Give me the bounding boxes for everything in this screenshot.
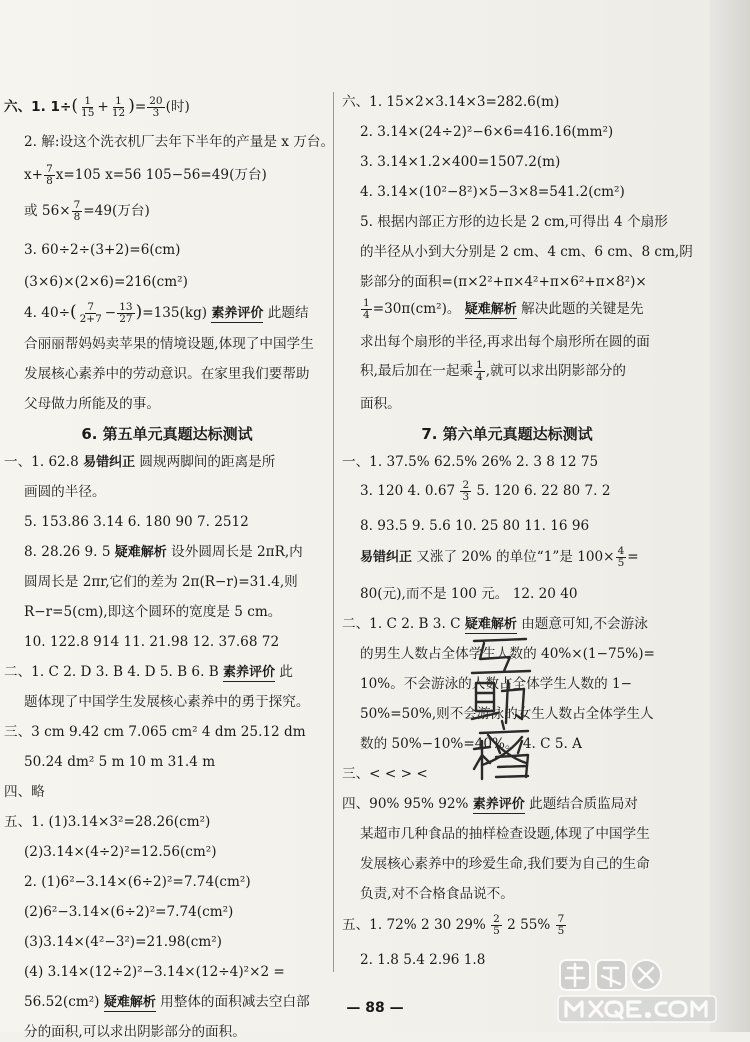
answer-line: 发展核心素养中的珍爱生命,我们要为自己的生命 xyxy=(360,856,650,872)
answer-line: 一、1. 62.8 易错纠正 圆规两脚间的距离是所 xyxy=(4,454,276,470)
answer-line: 五、1. 72% 2 30 29% $\frac{2}{5}$ 2 55% $\frac{7}{5}$ xyxy=(342,913,565,937)
handwritten-stamp xyxy=(466,633,542,781)
answer-line: 2. 3.14×(24÷2)²−6×6=416.16(mm²) xyxy=(360,124,614,140)
answer-line: 2. 1.8 5.4 2.96 1.8 xyxy=(360,952,486,968)
tag-literacy-evaluation: 素养评价 xyxy=(211,306,264,321)
answer-line: 56.52(cm²) 疑难解析 用整体的面积减去空白部 xyxy=(24,994,310,1010)
answer-line: 3. 120 4. 0.67 $\frac{2}{3}$ 5. 120 6. 22 80 7. 2 xyxy=(360,479,611,503)
answer-line: 50%=50%,则不会游泳的女生人数占全体学生人 xyxy=(360,706,654,722)
answer-line: 面积。 xyxy=(360,396,401,412)
answer-line: 六、1. 1÷( $\frac{1}{15}$ + $\frac{1}{12}$ )= $\frac{20}{3}$ (时) xyxy=(4,95,190,119)
answer-line: 8. 93.5 9. 5.6 10. 25 80 11. 16 96 xyxy=(360,518,590,534)
column-divider xyxy=(333,92,334,972)
answer-line: (2)6²−3.14×(6÷2)²=7.74(cm²) xyxy=(24,904,234,920)
answer-line: 负责,对不合格食品说不。 xyxy=(360,886,514,902)
answer-line: 4. 3.14×(10²−8²)×5−3×8=541.2(cm²) xyxy=(360,184,625,200)
answer-line: 10. 122.8 914 11. 21.98 12. 37.68 72 xyxy=(24,634,280,650)
answer-line: 10%。不会游泳的人数占全体学生人数的 1− xyxy=(360,676,633,692)
answer-line: 80(元),而不是 100 元。 12. 20 40 xyxy=(360,586,578,602)
tag-error-correction: 易错纠正 xyxy=(83,455,136,470)
tag-difficulty-analysis: 疑难解析 xyxy=(114,545,167,560)
answer-line: 积,最后加在一起乘 $\frac{1}{4}$ ,就可以求出阴影部分的 xyxy=(360,359,627,383)
answer-line: 四、略 xyxy=(4,784,45,800)
answer-line: 三、3 cm 9.42 cm 7.065 cm² 4 dm 25.12 dm xyxy=(4,724,306,740)
answer-line: (3×6)×(2×6)=216(cm²) xyxy=(24,274,188,290)
answer-line: 5. 153.86 3.14 6. 180 90 7. 2512 xyxy=(24,514,249,530)
answer-line: 画圆的半径。 xyxy=(24,484,106,500)
fraction: $\frac{4}{5}$ xyxy=(617,545,625,569)
answer-line: 三、< < > < xyxy=(342,766,428,782)
page-number: — 88 — xyxy=(346,1000,404,1016)
answer-line: 发展核心素养中的劳动意识。在家里我们要帮助 xyxy=(24,366,310,382)
tag-difficulty-analysis: 疑难解析 xyxy=(464,617,517,632)
tag-difficulty-analysis: 疑难解析 xyxy=(464,302,517,317)
fraction: $\frac{20}{3}$ xyxy=(149,95,163,119)
fraction: $\frac{1}{4}$ xyxy=(476,359,483,383)
answer-line: 4. 40÷( $\frac{7}{2+7}$ − $\frac{13}{27}$ )=135(kg) 素养评价 此题结 xyxy=(24,301,309,325)
answer-line: 数的 50%−10%=40%。 4. C 5. A xyxy=(360,736,582,752)
tag-literacy-evaluation: 素养评价 xyxy=(223,665,276,680)
answer-line: 的半径从小到大分别是 2 cm、4 cm、6 cm、8 cm,阴 xyxy=(360,244,693,260)
answer-line: 二、1. C 2. B 3. C 疑难解析 由题意可知,不会游泳 xyxy=(342,616,648,632)
fraction: $\frac{7}{2+7}$ xyxy=(79,301,102,325)
answer-line: (4) 3.14×(12÷2)²−3.14×(12÷4)²×2 = xyxy=(24,964,285,980)
answer-line: R−r=5(cm),即这个圆环的宽度是 5 cm。 xyxy=(24,604,282,620)
answer-line: 二、1. C 2. D 3. B 4. D 5. B 6. B 素养评价 此 xyxy=(4,664,293,680)
fraction: $\frac{7}{8}$ xyxy=(46,163,53,187)
answer-line: (2)3.14×(4÷2)²=12.56(cm²) xyxy=(24,844,217,860)
answer-line: 3. 60÷2÷(3+2)=6(cm) xyxy=(24,242,181,258)
answer-line: 50.24 dm² 5 m 10 m 31.4 m xyxy=(24,754,216,770)
fraction: $\frac{13}{27}$ xyxy=(119,301,133,325)
fraction: $\frac{1}{4}$ xyxy=(363,297,370,321)
fraction: $\frac{7}{8}$ xyxy=(73,199,81,223)
book-spine-shadow xyxy=(710,0,750,1032)
section-heading-unit6: 7. 第六单元真题达标测试 xyxy=(421,425,593,443)
answer-line: 求出每个扇形的半径,再求出每个扇形所在圆的面 xyxy=(360,334,650,350)
fraction: $\frac{7}{5}$ xyxy=(557,913,565,937)
fraction: $\frac{1}{12}$ xyxy=(111,95,126,119)
answer-line: 易错纠正 又涨了 20% 的单位“1”是 100× $\frac{4}{5}$ = xyxy=(360,545,639,569)
answer-line: 分的面积,可以求出阴影部分的面积。 xyxy=(24,1024,246,1040)
answer-line: 的男生人数占全体学生人数的 40%×(1−75%)= xyxy=(360,646,655,662)
answer-line: 圆周长是 2πr,它们的差为 2π(R−r)=31.4,则 xyxy=(24,574,298,590)
answer-line: 父母做力所能及的事。 xyxy=(24,396,160,412)
answer-line: 影部分的面积=(π×2²+π×4²+π×6²+π×8²)× xyxy=(360,274,647,290)
fraction: $\frac{1}{15}$ xyxy=(81,95,95,119)
answer-line: 某超市几种食品的抽样检查设题,体现了中国学生 xyxy=(360,826,650,842)
answer-line: 5. 根据内部正方形的边长是 2 cm,可得出 4 个扇形 xyxy=(360,214,668,230)
answer-line: 合丽丽帮妈妈卖苹果的情境设题,体现了中国学生 xyxy=(24,336,314,352)
answer-line: 五、1. (1)3.14×3²=28.26(cm²) xyxy=(4,814,211,830)
fraction: $\frac{2}{3}$ xyxy=(462,479,470,503)
answer-line: 或 56× $\frac{7}{8}$ =49(万台) xyxy=(24,199,150,223)
answer-line: (3)3.14×(4²−3²)=21.98(cm²) xyxy=(24,934,222,950)
answer-line: x+ $\frac{7}{8}$ x=105 x=56 105−56=49(万台) xyxy=(24,163,267,187)
answer-line: 2. 解:设这个洗衣机厂去年下半年的产量是 x 万台。 xyxy=(24,134,335,150)
answer-line: $\frac{1}{4}$ =30π(cm²)。 疑难解析 解决此题的关键是先 xyxy=(363,297,644,321)
tag-literacy-evaluation: 素养评价 xyxy=(472,797,525,812)
fraction: $\frac{2}{5}$ xyxy=(493,913,500,937)
answer-line: 8. 28.26 9. 5 疑难解析 设外圆周长是 2πR,内 xyxy=(24,544,303,560)
tag-error-correction: 易错纠正 xyxy=(360,550,413,565)
answer-line: 六、1. 15×2×3.14×3=282.6(m) xyxy=(342,94,560,110)
answer-line: 3. 3.14×1.2×400=1507.2(m) xyxy=(360,154,561,170)
answer-line: 一、1. 37.5% 62.5% 26% 2. 3 8 12 75 xyxy=(342,454,599,470)
section-heading-unit5: 6. 第五单元真题达标测试 xyxy=(81,425,253,443)
answer-line: 题体现了中国学生发展核心素养中的勇于探究。 xyxy=(24,694,310,710)
tag-difficulty-analysis: 疑难解析 xyxy=(103,995,156,1010)
answer-line: 四、90% 95% 92% 素养评价 此题结合质监局对 xyxy=(342,796,638,812)
answer-line: 2. (1)6²−3.14×(6÷2)²=7.74(cm²) xyxy=(24,874,251,890)
